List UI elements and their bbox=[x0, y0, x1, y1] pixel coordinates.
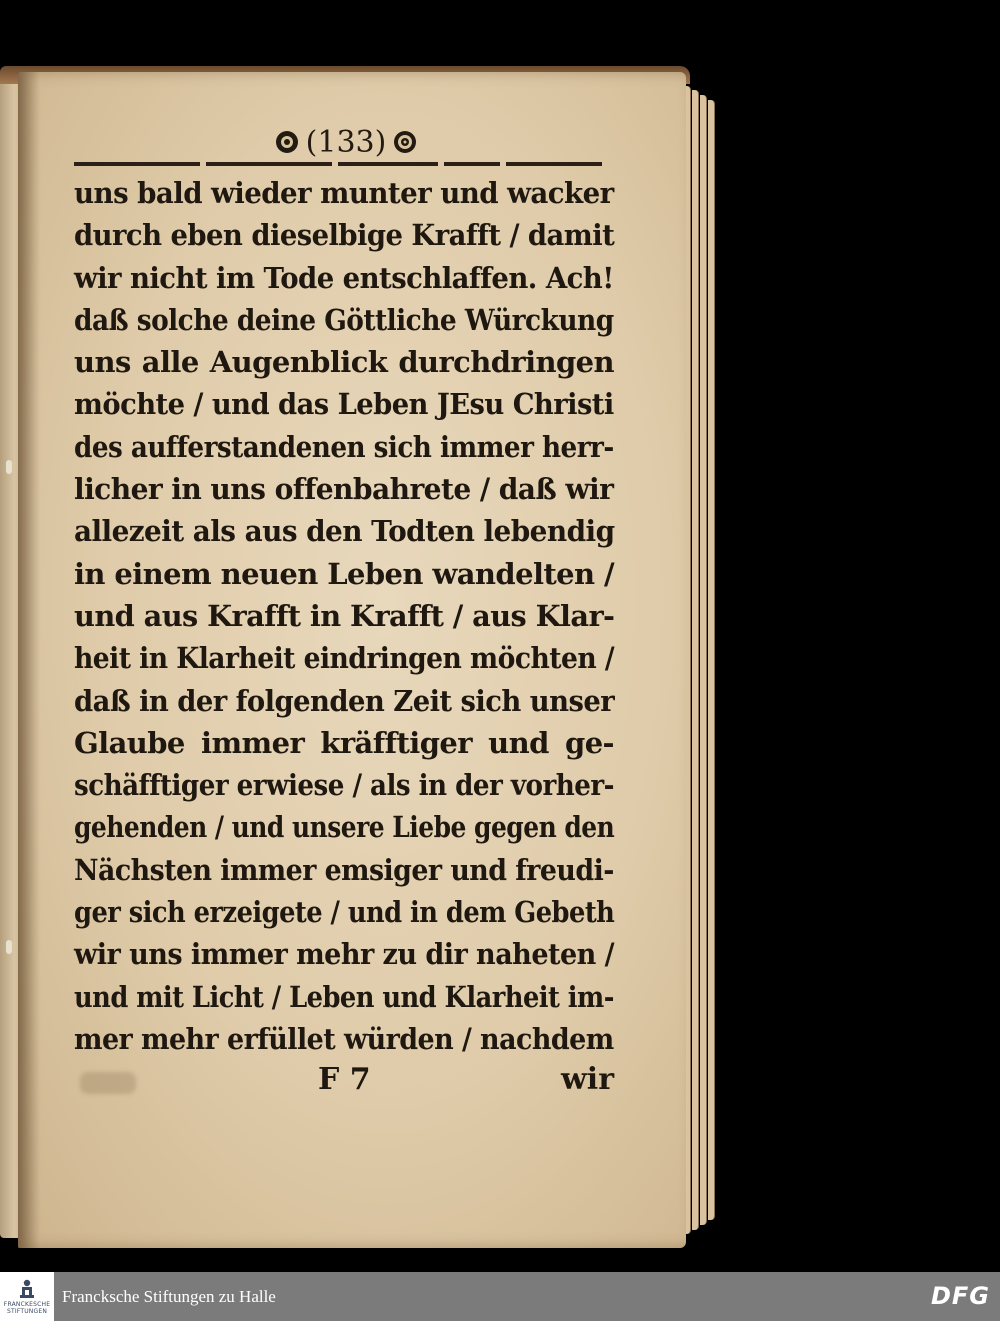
text-line: Glaube immer kräfftiger und ge- bbox=[74, 725, 614, 760]
signature-mark: F 7 bbox=[318, 1062, 371, 1097]
logo-caption bbox=[4, 1301, 50, 1315]
text-line: daß solche deine Göttliche Würckung bbox=[74, 302, 614, 337]
page-gutter-shadow bbox=[18, 72, 40, 1248]
text-line: Nächsten immer emsiger und freudi- bbox=[74, 852, 614, 887]
page-number: (133) bbox=[305, 124, 387, 160]
footer-bar bbox=[0, 1272, 1000, 1321]
page-edge bbox=[708, 100, 715, 1220]
text-line: gehenden / und unsere Liebe gegen den bbox=[74, 810, 615, 845]
binding-stitch bbox=[6, 460, 12, 474]
rosette-icon bbox=[274, 129, 300, 155]
text-line: uns bald wieder munter und wacker bbox=[74, 176, 614, 210]
text-line: möchte / und das Leben JEsu Christi bbox=[74, 387, 614, 422]
francke-logo-icon bbox=[18, 1279, 36, 1301]
logo-caption-line: STIFTUNGEN bbox=[6, 1307, 48, 1315]
text-line: ger sich erzeigete / und in dem Gebeth bbox=[74, 895, 615, 930]
body-text bbox=[74, 172, 614, 1060]
dfg-logo-icon[interactable]: DFG bbox=[930, 1282, 990, 1310]
text-line: licher in uns offenbahrete / daß wir bbox=[74, 472, 614, 507]
text-line: daß in der folgenden Zeit sich unser bbox=[74, 683, 615, 718]
page-edge bbox=[692, 90, 699, 1230]
header-rule bbox=[338, 162, 438, 166]
rosette-icon bbox=[392, 129, 418, 155]
text-line: schäfftiger erwiese / als in der vorher- bbox=[74, 768, 614, 803]
text-line: und aus Krafft in Krafft / aus Klar- bbox=[74, 598, 615, 633]
text-line: wir uns immer mehr zu dir naheten / bbox=[74, 937, 614, 972]
text-line: durch eben dieselbige Krafft / damit bbox=[74, 218, 615, 253]
page-footer bbox=[74, 1062, 614, 1106]
header-rule bbox=[506, 162, 602, 166]
institution-logo[interactable] bbox=[0, 1272, 54, 1321]
text-line: wir nicht im Tode entschlaffen. Ach! bbox=[74, 260, 614, 295]
text-line: heit in Klarheit eindringen möchten / bbox=[74, 641, 615, 676]
page-edge bbox=[700, 95, 707, 1225]
binding-stitch bbox=[6, 940, 12, 954]
institution-link[interactable]: Francksche Stiftungen zu Halle bbox=[62, 1286, 276, 1306]
header-rule bbox=[206, 162, 332, 166]
text-line: und mit Licht / Leben und Klarheit im- bbox=[74, 979, 614, 1014]
page-header bbox=[256, 122, 436, 162]
header-rule bbox=[444, 162, 500, 166]
text-line: des aufferstandenen sich immer herr- bbox=[74, 429, 614, 464]
text-line: mer mehr erfüllet würden / nachdem bbox=[74, 1021, 614, 1056]
text-line: allezeit als aus den Todten lebendig bbox=[74, 514, 615, 549]
logo-caption-line: FRANCKESCHE bbox=[3, 1300, 51, 1308]
catchword: wir bbox=[560, 1062, 614, 1097]
header-rule bbox=[74, 162, 200, 166]
text-line: uns alle Augenblick durchdringen bbox=[74, 345, 614, 380]
text-line: in einem neuen Leben wandelten / bbox=[74, 556, 614, 591]
